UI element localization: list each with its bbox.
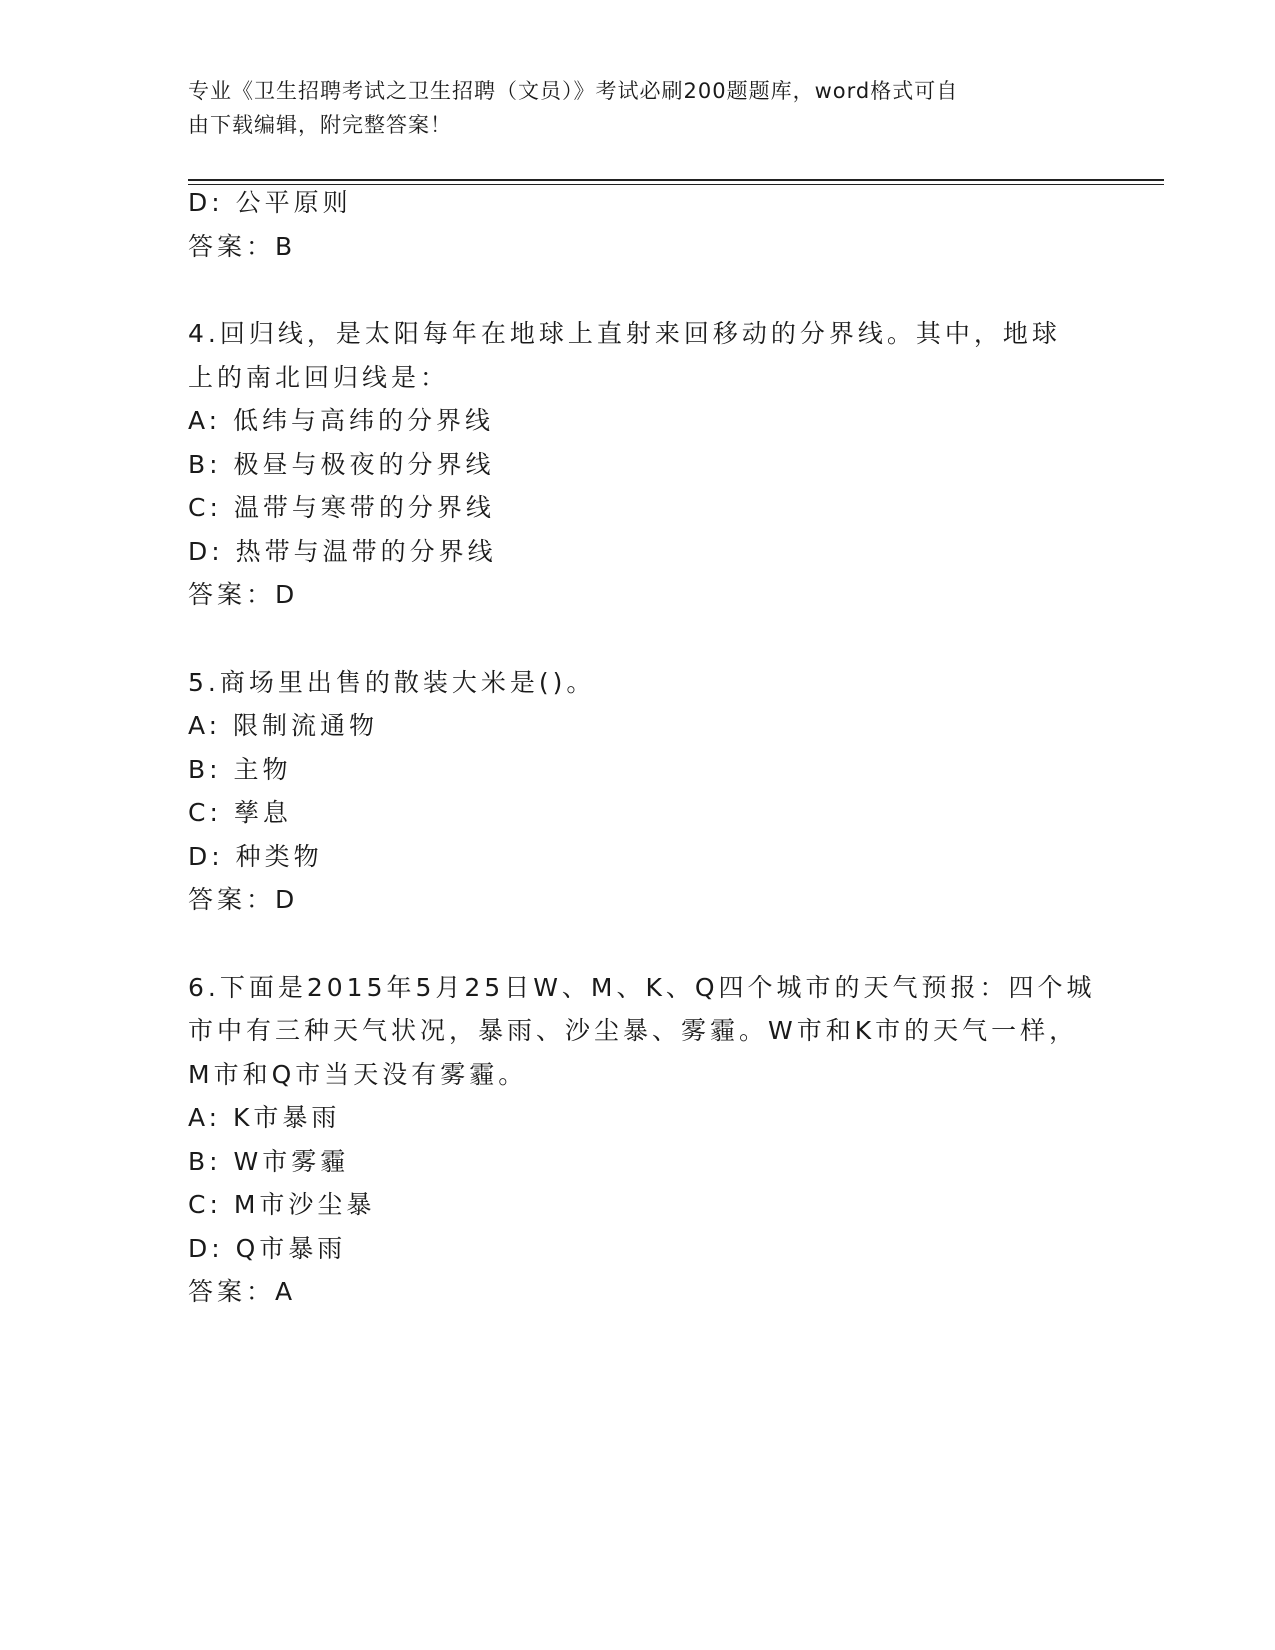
q6-stem-line-1: 6.下面是2015年5月25日W、M、K、Q四个城市的天气预报：四个城 — [188, 973, 1096, 1002]
header-divider-thin — [188, 184, 1164, 185]
q5-answer: 答案：D — [188, 885, 299, 914]
header-divider-thick — [188, 179, 1164, 181]
prev-option-d: D: 公平原则 — [188, 188, 352, 217]
q6-option-a: A: K市暴雨 — [188, 1103, 341, 1132]
q5-option-c: C: 孳息 — [188, 798, 292, 827]
prev-answer: 答案：B — [188, 232, 297, 261]
q6-stem-line-2: 市中有三种天气状况，暴雨、沙尘暴、雾霾。W市和K市的天气一样， — [188, 1016, 1079, 1045]
q5-option-b: B: 主物 — [188, 755, 292, 784]
q4-option-a: A: 低纬与高纬的分界线 — [188, 406, 495, 435]
q6-option-d: D: Q市暴雨 — [188, 1234, 347, 1263]
q4-option-c: C: 温带与寒带的分界线 — [188, 493, 495, 522]
q4-option-d: D: 热带与温带的分界线 — [188, 537, 497, 566]
q6-answer: 答案：A — [188, 1277, 297, 1306]
q4-stem-line-1: 4.回归线，是太阳每年在地球上直射来回移动的分界线。其中，地球 — [188, 319, 1061, 348]
q5-stem: 5.商场里出售的散装大米是()。 — [188, 668, 596, 697]
header-line-1: 专业《卫生招聘考试之卫生招聘（文员）》考试必刷200题题库，word格式可自 — [188, 79, 959, 103]
q4-stem-line-2: 上的南北回归线是： — [188, 363, 450, 392]
q6-option-b: B: W市雾霾 — [188, 1147, 350, 1176]
q5-option-a: A: 限制流通物 — [188, 711, 379, 740]
q4-answer: 答案：D — [188, 580, 299, 609]
document-header — [188, 74, 1068, 142]
q6-option-c: C: M市沙尘暴 — [188, 1190, 376, 1219]
q6-stem-line-3: M市和Q市当天没有雾霾。 — [188, 1060, 528, 1089]
q4-option-b: B: 极昼与极夜的分界线 — [188, 450, 495, 479]
q5-option-d: D: 种类物 — [188, 842, 323, 871]
header-line-2: 由下载编辑，附完整答案！ — [188, 113, 452, 137]
